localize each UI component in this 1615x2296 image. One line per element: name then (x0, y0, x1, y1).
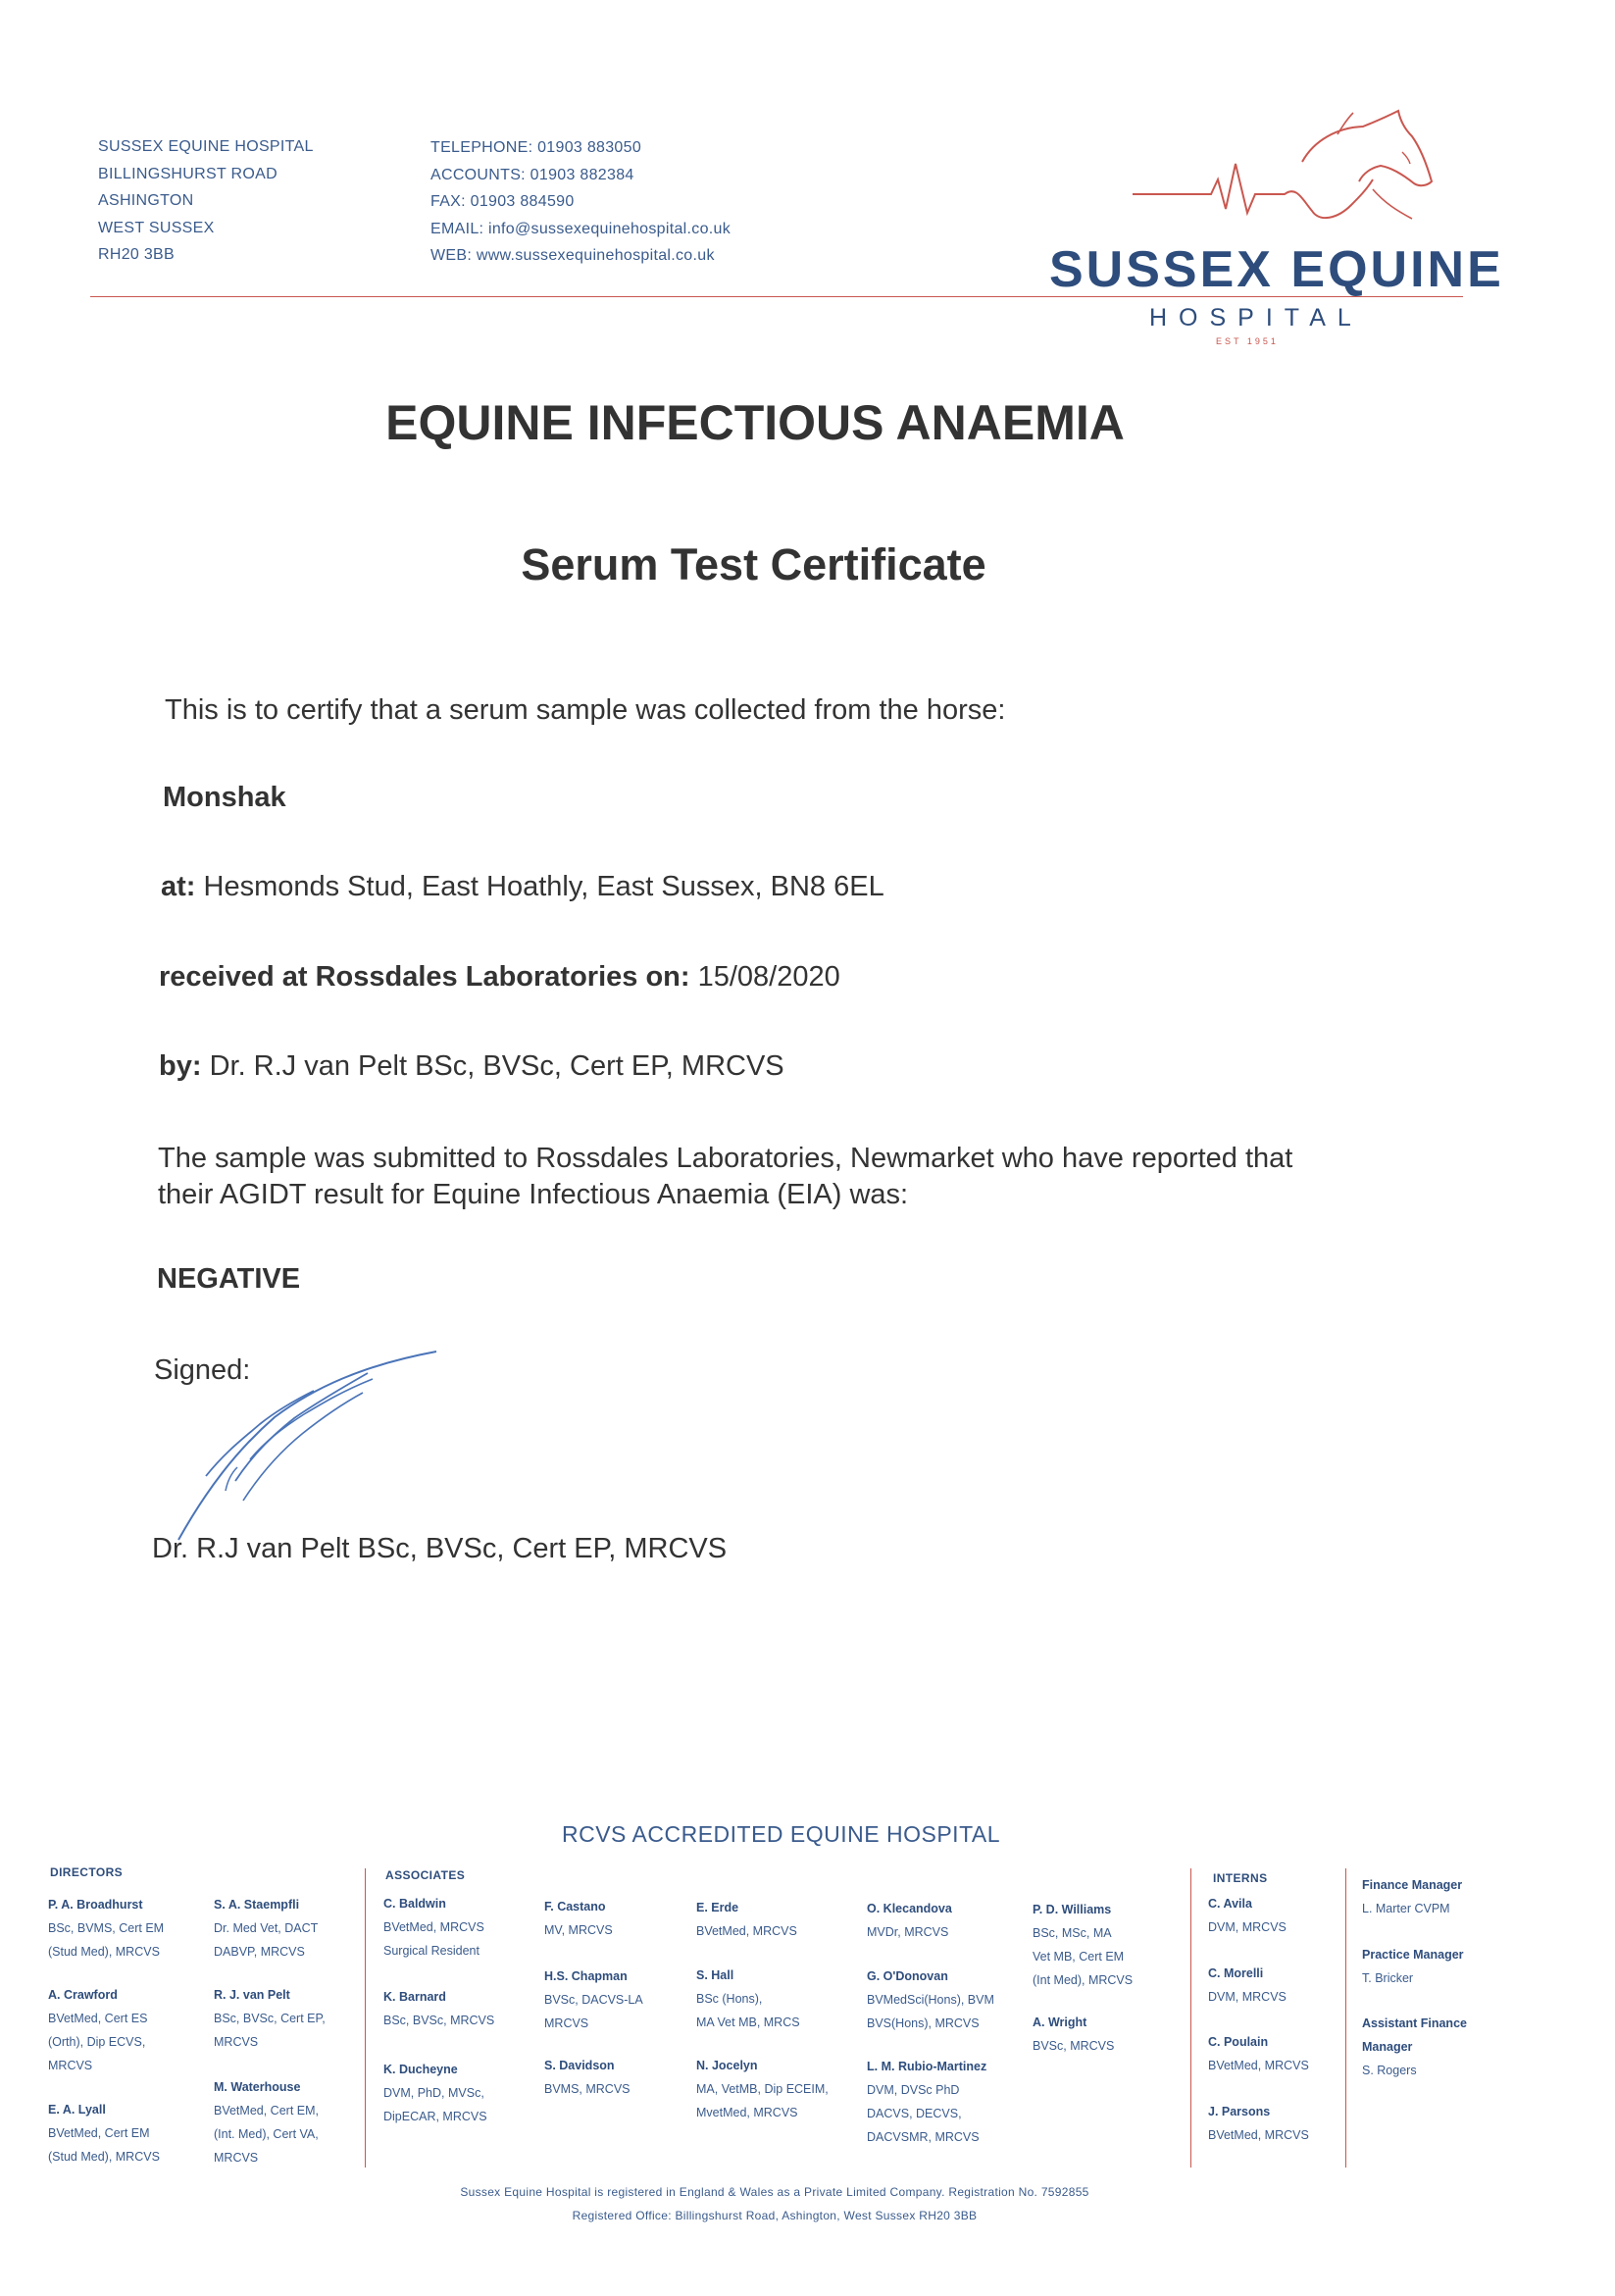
staff-name: K. Barnard (383, 1990, 446, 2004)
at-label: at: (161, 871, 196, 902)
staff-qualifications: DVM, PhD, MVSc, DipECAR, MRCVS (383, 2086, 487, 2123)
staff-entry (214, 1983, 326, 2054)
staff-qualifications: BVetMed, MRCVS (1208, 2128, 1309, 2142)
staff-qualifications: BVetMed, MRCVS (696, 1924, 797, 1938)
staff-name: H.S. Chapman (544, 1969, 628, 1983)
header-divider (90, 296, 1463, 297)
staff-qualifications: BVMedSci(Hons), BVM BVS(Hons), MRCVS (867, 1993, 994, 2030)
staff-qualifications: DVM, MRCVS (1208, 1920, 1287, 1934)
staff-qualifications: BSc, BVMS, Cert EM (Stud Med), MRCVS (48, 1921, 165, 1959)
website: WEB: www.sussexequinehospital.co.uk (430, 247, 715, 264)
staff-name: C. Baldwin (383, 1897, 446, 1911)
staff-name: C. Morelli (1208, 1966, 1264, 1980)
staff-entry (214, 2075, 319, 2169)
staff-name: L. M. Rubio-Martinez (867, 2060, 987, 2073)
hospital-address (98, 133, 314, 269)
staff-qualifications: MVDr, MRCVS (867, 1925, 949, 1939)
staff-entry (1362, 1943, 1464, 1990)
staff-entry (48, 2098, 160, 2168)
staff-name: N. Jocelyn (696, 2059, 758, 2072)
email: EMAIL: info@sussexequinehospital.co.uk (430, 220, 732, 237)
address-line: RH20 3BB (98, 246, 175, 263)
staff-name: P. D. Williams (1033, 1903, 1112, 1916)
logo-est-text: EST 1951 (1216, 336, 1279, 346)
staff-name: A. Crawford (48, 1988, 118, 2002)
column-divider (1345, 1868, 1346, 2168)
staff-name: C. Avila (1208, 1897, 1252, 1911)
staff-qualifications: BSc, MSc, MA Vet MB, Cert EM (Int Med), MRCVS (1033, 1926, 1134, 1987)
address-line: SUSSEX EQUINE HOSPITAL (98, 138, 314, 155)
interns-label: INTERNS (1213, 1871, 1268, 1885)
collection-location (161, 871, 884, 903)
staff-qualifications: BVetMed, MRCVS (1208, 2059, 1309, 2072)
signed-label: Signed: (154, 1354, 251, 1386)
staff-name: E. A. Lyall (48, 2103, 106, 2117)
staff-name: E. Erde (696, 1901, 739, 1914)
associates-label: ASSOCIATES (385, 1868, 466, 1882)
staff-qualifications: L. Marter CVPM (1362, 1902, 1450, 1915)
staff-qualifications: MA, VetMB, Dip ECEIM, MvetMed, MRCVS (696, 2082, 829, 2119)
staff-qualifications: MV, MRCVS (544, 1923, 613, 1937)
test-result: NEGATIVE (157, 1263, 301, 1295)
signatory-name: Dr. R.J van Pelt BSc, BVSc, Cert EP, MRCVS (152, 1533, 728, 1564)
staff-name: P. A. Broadhurst (48, 1898, 143, 1912)
staff-qualifications: DVM, DVSc PhD DACVS, DECVS, DACVSMR, MRCVS (867, 2083, 980, 2144)
fax: FAX: 01903 884590 (430, 193, 575, 210)
staff-entry (1208, 1962, 1287, 2009)
staff-entry (696, 1896, 797, 1943)
collected-by-line (159, 1050, 784, 1083)
staff-qualifications: BVetMed, MRCVS Surgical Resident (383, 1920, 484, 1958)
directors-label: DIRECTORS (50, 1865, 124, 1879)
by-value: Dr. R.J van Pelt BSc, BVSc, Cert EP, MRCVS (209, 1050, 784, 1082)
staff-entry (1033, 1898, 1133, 1992)
registered-office-line: Registered Office: Billingshurst Road, Ashington, West Sussex RH20 3BB (572, 2209, 978, 2222)
signature-graphic (167, 1344, 451, 1559)
staff-entry (696, 2054, 829, 2124)
column-divider (1190, 1868, 1191, 2168)
staff-entry (214, 1893, 318, 1964)
report-line: their AGIDT result for Equine Infectious Anaemia (EIA) was: (158, 1179, 909, 1210)
staff-qualifications: BVMS, MRCVS (544, 2082, 631, 2096)
staff-entry (544, 2054, 631, 2101)
staff-entry (1362, 2012, 1467, 2082)
report-line: The sample was submitted to Rossdales Laboratories, Newmarket who have reported that (158, 1143, 1293, 1174)
horse-name: Monshak (163, 782, 286, 813)
footer-heading: RCVS ACCREDITED EQUINE HOSPITAL (562, 1821, 1001, 1847)
received-line (159, 961, 840, 994)
staff-entry (867, 1897, 952, 1944)
at-value: Hesmonds Stud, East Hoathly, East Sussex, BN8 6EL (203, 871, 884, 902)
received-label: received at Rossdales Laboratories on: (159, 961, 690, 993)
staff-entry (867, 1964, 994, 2035)
staff-name: J. Parsons (1208, 2105, 1271, 2118)
registration-line: Sussex Equine Hospital is registered in England & Wales as a Private Limited Company. Registration No. 7592855 (460, 2185, 1089, 2199)
staff-entry (1208, 1892, 1287, 1939)
staff-entry (48, 1983, 147, 2077)
report-paragraph (158, 1141, 1292, 1213)
staff-entry (544, 1895, 613, 1942)
staff-name: F. Castano (544, 1900, 606, 1913)
staff-qualifications: BVSc, DACVS-LA MRCVS (544, 1993, 643, 2030)
staff-entry (1208, 2030, 1309, 2077)
staff-name: G. O'Donovan (867, 1969, 948, 1983)
address-line: ASHINGTON (98, 192, 194, 209)
staff-qualifications: S. Rogers (1362, 2064, 1417, 2077)
staff-entry (867, 2055, 986, 2149)
staff-name: S. Davidson (544, 2059, 615, 2072)
hospital-contact (430, 134, 731, 270)
staff-entry (1362, 1873, 1462, 1920)
heartbeat-horse-logo-icon (1128, 103, 1451, 250)
staff-entry (48, 1893, 164, 1964)
staff-name: O. Klecandova (867, 1902, 952, 1915)
received-date: 15/08/2020 (697, 961, 840, 993)
staff-qualifications: BSc, BVSc, MRCVS (383, 2014, 495, 2027)
staff-entry (383, 2058, 487, 2128)
staff-name: K. Ducheyne (383, 2063, 458, 2076)
staff-qualifications: BVetMed, Cert ES (Orth), Dip ECVS, MRCVS (48, 2012, 148, 2072)
staff-qualifications: BSc (Hons), MA Vet MB, MRCS (696, 1992, 800, 2029)
staff-qualifications: BVetMed, Cert EM (Stud Med), MRCVS (48, 2126, 160, 2164)
staff-name: C. Poulain (1208, 2035, 1269, 2049)
intro-text: This is to certify that a serum sample was collected from the horse: (165, 694, 1006, 726)
staff-entry (1033, 2011, 1114, 2058)
staff-entry (1208, 2100, 1309, 2147)
column-divider (365, 1868, 366, 2168)
address-line: BILLINGSHURST ROAD (98, 165, 278, 182)
staff-name: Finance Manager (1362, 1878, 1463, 1892)
logo-wordmark: SUSSEX EQUINE (1049, 241, 1504, 298)
staff-name: M. Waterhouse (214, 2080, 301, 2094)
certificate-subtitle: Serum Test Certificate (521, 539, 986, 589)
staff-entry (696, 1964, 800, 2034)
staff-qualifications: DVM, MRCVS (1208, 1990, 1287, 2004)
staff-name: R. J. van Pelt (214, 1988, 290, 2002)
staff-name: A. Wright (1033, 2015, 1087, 2029)
staff-qualifications: Dr. Med Vet, DACT DABVP, MRCVS (214, 1921, 319, 1959)
staff-name: S. A. Staempfli (214, 1898, 300, 1912)
by-label: by: (159, 1050, 202, 1082)
accounts-phone: ACCOUNTS: 01903 882384 (430, 166, 634, 183)
staff-name: S. Hall (696, 1968, 734, 1982)
staff-entry (383, 1985, 494, 2032)
staff-qualifications: BVetMed, Cert EM, (Int. Med), Cert VA, MRCVS (214, 2104, 319, 2165)
staff-qualifications: BVSc, MRCVS (1033, 2039, 1115, 2053)
staff-qualifications: T. Bricker (1362, 1971, 1414, 1985)
staff-entry (383, 1892, 484, 1963)
address-line: WEST SUSSEX (98, 219, 215, 236)
telephone: TELEPHONE: 01903 883050 (430, 139, 642, 156)
staff-entry (544, 1964, 643, 2035)
logo-hospital-text: HOSPITAL (1149, 304, 1363, 332)
staff-name: Assistant Finance Manager (1362, 2016, 1467, 2054)
certificate-title: EQUINE INFECTIOUS ANAEMIA (385, 395, 1125, 450)
staff-qualifications: BSc, BVSc, Cert EP, MRCVS (214, 2012, 326, 2049)
staff-name: Practice Manager (1362, 1948, 1464, 1962)
